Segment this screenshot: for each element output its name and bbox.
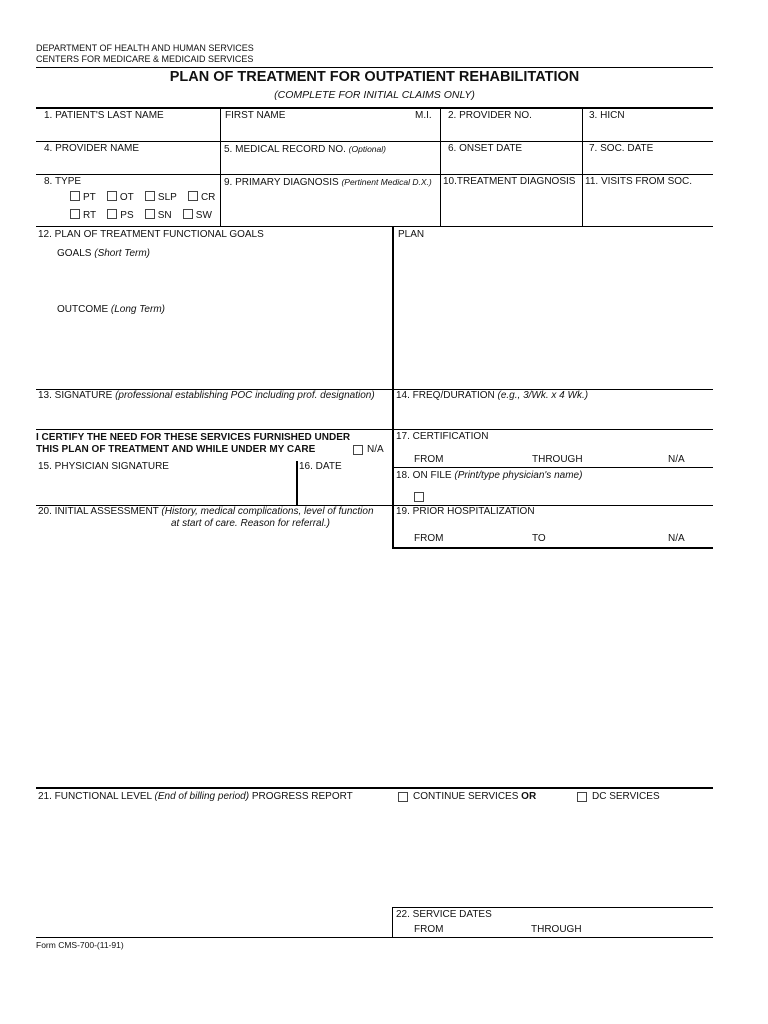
physician-signature-field[interactable] (37, 474, 295, 504)
center-name: CENTERS FOR MEDICARE & MEDICAID SERVICES (36, 54, 254, 64)
continue-services-label (413, 791, 536, 803)
type-slp[interactable] (145, 192, 177, 203)
initial-assessment-field[interactable] (37, 532, 389, 786)
continue-services-checkbox[interactable] (398, 792, 408, 802)
form-id: Form CMS-700-(11-91) (36, 940, 124, 950)
medical-record-text: 5. MEDICAL RECORD NO. (224, 144, 346, 155)
functional-level-label (38, 791, 353, 803)
onset-date-field[interactable] (441, 142, 581, 174)
row-rule (393, 467, 713, 468)
checkbox-pt[interactable] (70, 191, 80, 201)
type-rt-label: RT (83, 210, 97, 221)
provider-no-field[interactable] (441, 109, 581, 141)
plan-divider (392, 227, 394, 549)
type-cr[interactable] (188, 192, 215, 203)
certification-from-field[interactable] (440, 452, 528, 466)
form-subtitle: (COMPLETE FOR INITIAL CLAIMS ONLY) (274, 89, 475, 101)
long-term-outcome-label (57, 304, 165, 316)
checkbox-ps[interactable] (107, 209, 117, 219)
type-ot-label: OT (119, 192, 134, 203)
on-file-note: (Print/type physician's name) (454, 470, 583, 481)
prior-hosp-na-label: N/A (668, 533, 685, 544)
date-divider (296, 461, 298, 505)
treatment-diagnosis-label: 10.TREATMENT DIAGNOSIS (443, 176, 576, 187)
short-term-note: (Short Term) (94, 248, 151, 259)
or-text: OR (521, 791, 537, 802)
soc-date-field[interactable] (583, 142, 713, 174)
checkbox-sw[interactable] (183, 209, 193, 219)
initial-assessment-label (38, 506, 374, 518)
dc-services-label: DC SERVICES (592, 791, 660, 802)
service-dates-through-label: THROUGH (531, 924, 582, 935)
type-sw-label: SW (195, 210, 212, 221)
prior-hosp-from-label: FROM (414, 533, 444, 544)
prior-hosp-to-label: TO (532, 533, 546, 544)
on-file-label (396, 470, 582, 482)
service-dates-label: 22. SERVICE DATES (396, 909, 492, 920)
row-rule (36, 174, 713, 175)
first-name-field[interactable] (221, 109, 439, 141)
type-options-row1 (70, 191, 215, 204)
signature-field[interactable] (37, 404, 389, 428)
continue-text: CONTINUE SERVICES (413, 791, 519, 802)
type-ps-label: PS (120, 210, 134, 221)
type-sn[interactable] (145, 210, 172, 221)
short-term-goals-field[interactable] (40, 262, 388, 302)
certification-na-label: N/A (668, 454, 685, 465)
assessment-text: 20. INITIAL ASSESSMENT (38, 506, 159, 517)
checkbox-cr[interactable] (188, 191, 198, 201)
row-rule (36, 226, 713, 227)
certify-na-label: N/A (367, 444, 384, 455)
medical-record-field[interactable] (221, 142, 439, 174)
type-sw[interactable] (183, 210, 212, 221)
plan-label: PLAN (398, 229, 425, 240)
certify-line1: I CERTIFY THE NEED FOR THESE SERVICES FURNISHED UNDER (36, 432, 351, 443)
soc-date-label: 7. SOC. DATE (589, 143, 654, 154)
service-dates-through-field[interactable] (585, 922, 713, 936)
type-ot[interactable] (107, 192, 134, 203)
onset-date-label: 6. ONSET DATE (448, 143, 523, 154)
patient-last-name-label: 1. PATIENT'S LAST NAME (44, 110, 164, 121)
plan-field[interactable] (395, 242, 713, 388)
certify-na-checkbox[interactable] (353, 445, 363, 455)
row-rule (393, 907, 713, 908)
assessment-note-line1: (History, medical complications, level of function (161, 506, 374, 517)
patient-last-name-field[interactable] (37, 109, 220, 141)
department-name: DEPARTMENT OF HEALTH AND HUMAN SERVICES (36, 43, 254, 53)
certification-through-field[interactable] (585, 452, 665, 466)
hicn-field[interactable] (583, 109, 713, 141)
on-file-field[interactable] (430, 484, 713, 504)
long-term-note: (Long Term) (110, 304, 165, 315)
short-term-goals-label (57, 248, 150, 260)
certify-line2: THIS PLAN OF TREATMENT AND WHILE UNDER MY CARE (36, 444, 316, 455)
functional-note: (End of billing period) (154, 791, 250, 802)
service-dates-from-field[interactable] (440, 922, 528, 936)
dc-services-checkbox[interactable] (577, 792, 587, 802)
header-rule (36, 67, 713, 68)
signature-note: (professional establishing POC including prof. designation) (115, 390, 375, 401)
physician-signature-label: 15. PHYSICIAN SIGNATURE (38, 461, 169, 472)
freq-note: (e.g., 3/Wk. x 4 Wk.) (497, 390, 589, 401)
type-rt[interactable] (70, 210, 96, 221)
long-term-outcome-field[interactable] (40, 318, 388, 386)
assessment-note-line2: at start of care. Reason for referral.) (171, 518, 330, 529)
date-field[interactable] (299, 474, 389, 504)
form-title: PLAN OF TREATMENT FOR OUTPATIENT REHABILITATION (169, 69, 580, 85)
on-file-checkbox[interactable] (414, 492, 424, 502)
freq-duration-label (396, 390, 588, 402)
visits-from-soc-label: 11. VISITS FROM SOC. (585, 176, 693, 187)
goals-heading: 12. PLAN OF TREATMENT FUNCTIONAL GOALS (38, 229, 264, 240)
treatment-diagnosis-field[interactable] (441, 188, 581, 225)
form-bottom-rule (36, 937, 713, 938)
prior-hosp-to-field[interactable] (550, 531, 662, 545)
short-term-text: GOALS (57, 248, 92, 259)
visits-from-soc-field[interactable] (583, 188, 713, 225)
on-file-text: 18. ON FILE (396, 470, 452, 481)
provider-no-label: 2. PROVIDER NO. (448, 110, 532, 121)
row-rule (36, 787, 713, 789)
type-cr-label: CR (200, 192, 216, 203)
type-ps[interactable] (107, 210, 133, 221)
medical-record-note: (Optional) (348, 144, 386, 154)
prior-hosp-from-field[interactable] (440, 531, 528, 545)
certification-from-label: FROM (414, 454, 444, 465)
service-dates-from-label: FROM (414, 924, 444, 935)
prior-hosp-label: 19. PRIOR HOSPITALIZATION (396, 506, 535, 517)
certification-through-label: THROUGH (532, 454, 583, 465)
freq-duration-field[interactable] (395, 404, 713, 428)
progress-report-text: PROGRESS REPORT (251, 791, 353, 802)
date-label: 16. DATE (299, 461, 342, 472)
signature-text: 13. SIGNATURE (38, 390, 113, 401)
primary-diagnosis-field[interactable] (221, 188, 439, 225)
long-term-text: OUTCOME (57, 304, 109, 315)
type-pt-label: PT (83, 192, 96, 203)
type-options-row2 (70, 209, 212, 222)
checkbox-slp[interactable] (145, 191, 155, 201)
row-rule (36, 429, 713, 430)
primary-diagnosis-text: 9. PRIMARY DIAGNOSIS (224, 177, 339, 188)
row-rule (393, 547, 713, 549)
type-sn-label: SN (157, 210, 172, 221)
provider-name-label: 4. PROVIDER NAME (44, 143, 140, 154)
checkbox-ot[interactable] (107, 191, 117, 201)
type-label: 8. TYPE (44, 176, 82, 187)
freq-text: 14. FREQ/DURATION (396, 390, 495, 401)
checkbox-rt[interactable] (70, 209, 80, 219)
mi-label: M.I. (415, 110, 432, 121)
provider-name-field[interactable] (37, 142, 220, 174)
certification-label: 17. CERTIFICATION (396, 431, 489, 442)
functional-level-field[interactable] (37, 806, 713, 906)
primary-diagnosis-note: (Pertinent Medical D.X.) (341, 177, 432, 187)
first-name-label: FIRST NAME (225, 110, 286, 121)
signature-label (38, 390, 375, 402)
type-pt[interactable] (70, 192, 96, 203)
hicn-label: 3. HICN (589, 110, 625, 121)
type-slp-label: SLP (157, 192, 177, 203)
functional-text: 21. FUNCTIONAL LEVEL (38, 791, 152, 802)
service-dates-divider (392, 907, 393, 937)
checkbox-sn[interactable] (145, 209, 155, 219)
